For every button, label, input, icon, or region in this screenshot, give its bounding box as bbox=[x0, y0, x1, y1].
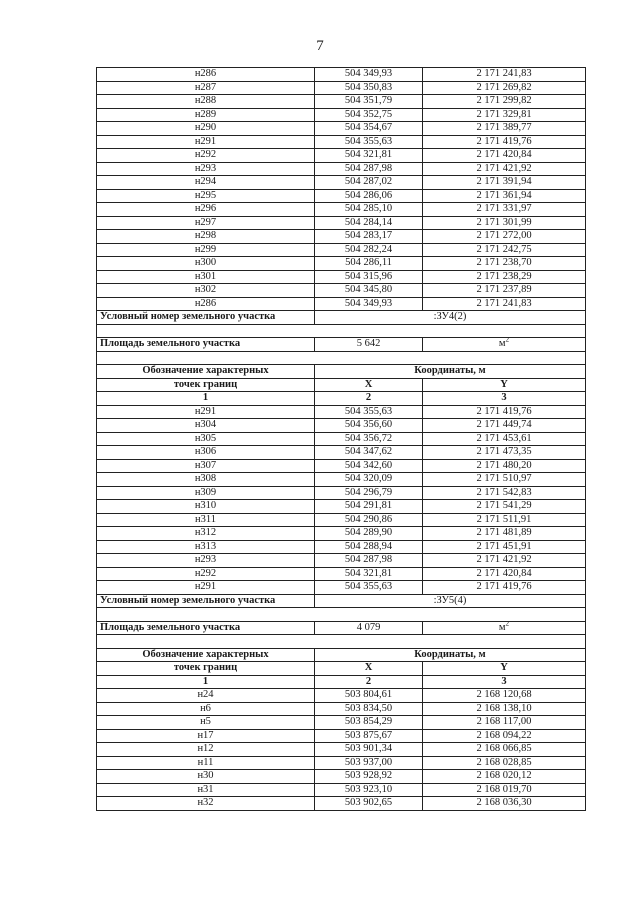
conditional-number-value: :ЗУ5(4) bbox=[315, 594, 586, 608]
header-row bbox=[97, 378, 586, 392]
y-coordinate-cell: 2 171 269,82 bbox=[423, 81, 586, 95]
table-row bbox=[97, 189, 586, 203]
point-id-cell: н304 bbox=[97, 419, 315, 433]
y-coordinate-cell: 2 171 238,29 bbox=[423, 270, 586, 284]
x-coordinate-cell: 503 928,92 bbox=[315, 770, 423, 784]
point-id-cell: н286 bbox=[97, 297, 315, 311]
y-coordinate-cell: 2 171 473,35 bbox=[423, 446, 586, 460]
point-id-cell: н24 bbox=[97, 689, 315, 703]
column-number-3: 3 bbox=[423, 392, 586, 406]
x-coordinate-cell: 504 283,17 bbox=[315, 230, 423, 244]
point-id-cell: н11 bbox=[97, 756, 315, 770]
y-coordinate-cell: 2 171 511,91 bbox=[423, 513, 586, 527]
table-row bbox=[97, 540, 586, 554]
table-row bbox=[97, 108, 586, 122]
x-coordinate-cell: 503 854,29 bbox=[315, 716, 423, 730]
table-row bbox=[97, 567, 586, 581]
table-row bbox=[97, 783, 586, 797]
y-header: Y bbox=[423, 378, 586, 392]
point-id-cell: н292 bbox=[97, 149, 315, 163]
header-row bbox=[97, 662, 586, 676]
y-coordinate-cell: 2 171 420,84 bbox=[423, 149, 586, 163]
y-coordinate-cell: 2 171 389,77 bbox=[423, 122, 586, 136]
table-row bbox=[97, 257, 586, 271]
coordinates-document bbox=[96, 67, 585, 811]
column-number-2: 2 bbox=[315, 675, 423, 689]
x-coordinate-cell: 504 320,09 bbox=[315, 473, 423, 487]
designation-subheader: точек границ bbox=[97, 662, 315, 676]
point-id-cell: н306 bbox=[97, 446, 315, 460]
x-coordinate-cell: 504 321,81 bbox=[315, 149, 423, 163]
y-coordinate-cell: 2 171 421,92 bbox=[423, 554, 586, 568]
table-row bbox=[97, 176, 586, 190]
header-row bbox=[97, 365, 586, 379]
y-coordinate-cell: 2 171 419,76 bbox=[423, 135, 586, 149]
y-header: Y bbox=[423, 662, 586, 676]
point-id-cell: н310 bbox=[97, 500, 315, 514]
y-coordinate-cell: 2 168 120,68 bbox=[423, 689, 586, 703]
spacer-row bbox=[97, 324, 586, 338]
table-row bbox=[97, 432, 586, 446]
y-coordinate-cell: 2 171 238,70 bbox=[423, 257, 586, 271]
table-row bbox=[97, 797, 586, 811]
area-unit bbox=[423, 338, 586, 352]
table-row bbox=[97, 216, 586, 230]
area-unit-text: м bbox=[498, 338, 506, 349]
y-coordinate-cell: 2 168 117,00 bbox=[423, 716, 586, 730]
y-coordinate-cell: 2 171 241,83 bbox=[423, 68, 586, 82]
point-id-cell: н300 bbox=[97, 257, 315, 271]
y-coordinate-cell: 2 171 542,83 bbox=[423, 486, 586, 500]
x-coordinate-cell: 504 287,98 bbox=[315, 554, 423, 568]
x-coordinate-cell: 504 282,24 bbox=[315, 243, 423, 257]
table-row bbox=[97, 68, 586, 82]
area-unit-superscript: 2 bbox=[505, 621, 510, 627]
point-id-cell: н305 bbox=[97, 432, 315, 446]
page-number: 7 bbox=[316, 38, 324, 54]
x-coordinate-cell: 504 290,86 bbox=[315, 513, 423, 527]
y-coordinate-cell: 2 171 421,92 bbox=[423, 162, 586, 176]
area-value: 4 079 bbox=[315, 621, 423, 635]
x-coordinate-cell: 504 296,79 bbox=[315, 486, 423, 500]
table-row bbox=[97, 149, 586, 163]
point-id-cell: н287 bbox=[97, 81, 315, 95]
table-row bbox=[97, 513, 586, 527]
x-header: X bbox=[315, 662, 423, 676]
x-coordinate-cell: 504 350,83 bbox=[315, 81, 423, 95]
point-id-cell: н32 bbox=[97, 797, 315, 811]
x-coordinate-cell: 504 315,96 bbox=[315, 270, 423, 284]
spacer-cell bbox=[97, 351, 586, 365]
point-id-cell: н30 bbox=[97, 770, 315, 784]
point-id-cell: н301 bbox=[97, 270, 315, 284]
x-coordinate-cell: 504 289,90 bbox=[315, 527, 423, 541]
x-coordinate-cell: 504 349,93 bbox=[315, 297, 423, 311]
point-id-cell: н17 bbox=[97, 729, 315, 743]
y-coordinate-cell: 2 171 419,76 bbox=[423, 581, 586, 595]
point-id-cell: н291 bbox=[97, 405, 315, 419]
coordinates-header: Координаты, м bbox=[315, 365, 586, 379]
x-coordinate-cell: 504 347,62 bbox=[315, 446, 423, 460]
table-row bbox=[97, 446, 586, 460]
coordinates-header: Координаты, м bbox=[315, 648, 586, 662]
x-coordinate-cell: 504 291,81 bbox=[315, 500, 423, 514]
column-number-1: 1 bbox=[97, 392, 315, 406]
table-row bbox=[97, 284, 586, 298]
x-coordinate-cell: 504 342,60 bbox=[315, 459, 423, 473]
x-coordinate-cell: 503 804,61 bbox=[315, 689, 423, 703]
table-row bbox=[97, 135, 586, 149]
y-coordinate-cell: 2 171 541,29 bbox=[423, 500, 586, 514]
x-coordinate-cell: 503 875,67 bbox=[315, 729, 423, 743]
point-id-cell: н307 bbox=[97, 459, 315, 473]
x-coordinate-cell: 504 356,72 bbox=[315, 432, 423, 446]
table-row bbox=[97, 203, 586, 217]
area-label: Площадь земельного участка bbox=[97, 621, 315, 635]
coordinates-table bbox=[96, 67, 586, 811]
y-coordinate-cell: 2 171 242,75 bbox=[423, 243, 586, 257]
table-row bbox=[97, 756, 586, 770]
y-coordinate-cell: 2 171 420,84 bbox=[423, 567, 586, 581]
y-coordinate-cell: 2 171 301,99 bbox=[423, 216, 586, 230]
x-coordinate-cell: 503 902,65 bbox=[315, 797, 423, 811]
x-coordinate-cell: 504 355,63 bbox=[315, 135, 423, 149]
column-number-row bbox=[97, 392, 586, 406]
point-id-cell: н298 bbox=[97, 230, 315, 244]
point-id-cell: н295 bbox=[97, 189, 315, 203]
x-coordinate-cell: 504 285,10 bbox=[315, 203, 423, 217]
table-row bbox=[97, 743, 586, 757]
table-row bbox=[97, 716, 586, 730]
column-number-3: 3 bbox=[423, 675, 586, 689]
point-id-cell: н311 bbox=[97, 513, 315, 527]
conditional-number-label: Условный номер земельного участка bbox=[97, 311, 315, 325]
point-id-cell: н302 bbox=[97, 284, 315, 298]
x-coordinate-cell: 504 355,63 bbox=[315, 405, 423, 419]
point-id-cell: н293 bbox=[97, 162, 315, 176]
point-id-cell: н291 bbox=[97, 581, 315, 595]
designation-header: Обозначение характерных bbox=[97, 648, 315, 662]
x-coordinate-cell: 503 901,34 bbox=[315, 743, 423, 757]
y-coordinate-cell: 2 168 019,70 bbox=[423, 783, 586, 797]
y-coordinate-cell: 2 168 066,85 bbox=[423, 743, 586, 757]
point-id-cell: н12 bbox=[97, 743, 315, 757]
table-row bbox=[97, 500, 586, 514]
x-coordinate-cell: 503 923,10 bbox=[315, 783, 423, 797]
y-coordinate-cell: 2 171 391,94 bbox=[423, 176, 586, 190]
point-id-cell: н290 bbox=[97, 122, 315, 136]
table-row bbox=[97, 473, 586, 487]
spacer-row bbox=[97, 351, 586, 365]
x-coordinate-cell: 503 937,00 bbox=[315, 756, 423, 770]
y-coordinate-cell: 2 168 036,30 bbox=[423, 797, 586, 811]
y-coordinate-cell: 2 171 449,74 bbox=[423, 419, 586, 433]
spacer-cell bbox=[97, 324, 586, 338]
x-coordinate-cell: 504 352,75 bbox=[315, 108, 423, 122]
point-id-cell: н294 bbox=[97, 176, 315, 190]
table-row bbox=[97, 702, 586, 716]
y-coordinate-cell: 2 171 480,20 bbox=[423, 459, 586, 473]
table-row bbox=[97, 405, 586, 419]
table-row bbox=[97, 581, 586, 595]
table-row bbox=[97, 122, 586, 136]
area-value: 5 642 bbox=[315, 338, 423, 352]
area-row bbox=[97, 621, 586, 635]
table-row bbox=[97, 689, 586, 703]
designation-subheader: точек границ bbox=[97, 378, 315, 392]
table-row bbox=[97, 554, 586, 568]
point-id-cell: н309 bbox=[97, 486, 315, 500]
point-id-cell: н288 bbox=[97, 95, 315, 109]
area-unit-superscript: 2 bbox=[505, 337, 510, 344]
point-id-cell: н313 bbox=[97, 540, 315, 554]
table-row bbox=[97, 297, 586, 311]
y-coordinate-cell: 2 168 138,10 bbox=[423, 702, 586, 716]
point-id-cell: н5 bbox=[97, 716, 315, 730]
x-coordinate-cell: 504 286,06 bbox=[315, 189, 423, 203]
point-id-cell: н312 bbox=[97, 527, 315, 541]
y-coordinate-cell: 2 171 329,81 bbox=[423, 108, 586, 122]
x-header: X bbox=[315, 378, 423, 392]
point-id-cell: н299 bbox=[97, 243, 315, 257]
header-row bbox=[97, 648, 586, 662]
x-coordinate-cell: 504 284,14 bbox=[315, 216, 423, 230]
x-coordinate-cell: 503 834,50 bbox=[315, 702, 423, 716]
x-coordinate-cell: 504 349,93 bbox=[315, 68, 423, 82]
table-row bbox=[97, 95, 586, 109]
y-coordinate-cell: 2 171 419,76 bbox=[423, 405, 586, 419]
y-coordinate-cell: 2 171 451,91 bbox=[423, 540, 586, 554]
y-coordinate-cell: 2 168 094,22 bbox=[423, 729, 586, 743]
point-id-cell: н308 bbox=[97, 473, 315, 487]
area-unit-text: м bbox=[498, 621, 506, 633]
point-id-cell: н31 bbox=[97, 783, 315, 797]
x-coordinate-cell: 504 355,63 bbox=[315, 581, 423, 595]
conditional-number-value: :ЗУ4(2) bbox=[315, 311, 586, 325]
table-row bbox=[97, 270, 586, 284]
x-coordinate-cell: 504 354,67 bbox=[315, 122, 423, 136]
conditional-number-label: Условный номер земельного участка bbox=[97, 594, 315, 608]
table-row bbox=[97, 527, 586, 541]
spacer-cell bbox=[97, 635, 586, 649]
x-coordinate-cell: 504 286,11 bbox=[315, 257, 423, 271]
point-id-cell: н292 bbox=[97, 567, 315, 581]
point-id-cell: н286 bbox=[97, 68, 315, 82]
y-coordinate-cell: 2 171 241,83 bbox=[423, 297, 586, 311]
x-coordinate-cell: 504 287,98 bbox=[315, 162, 423, 176]
conditional-number-row bbox=[97, 311, 586, 325]
table-row bbox=[97, 81, 586, 95]
column-number-1: 1 bbox=[97, 675, 315, 689]
table-row bbox=[97, 419, 586, 433]
y-coordinate-cell: 2 171 272,00 bbox=[423, 230, 586, 244]
area-label: Площадь земельного участка bbox=[97, 338, 315, 352]
point-id-cell: н297 bbox=[97, 216, 315, 230]
area-row bbox=[97, 338, 586, 352]
x-coordinate-cell: 504 351,79 bbox=[315, 95, 423, 109]
table-row bbox=[97, 486, 586, 500]
table-row bbox=[97, 243, 586, 257]
y-coordinate-cell: 2 171 331,97 bbox=[423, 203, 586, 217]
x-coordinate-cell: 504 321,81 bbox=[315, 567, 423, 581]
x-coordinate-cell: 504 288,94 bbox=[315, 540, 423, 554]
y-coordinate-cell: 2 168 020,12 bbox=[423, 770, 586, 784]
x-coordinate-cell: 504 345,80 bbox=[315, 284, 423, 298]
table-row bbox=[97, 230, 586, 244]
area-unit bbox=[423, 621, 586, 635]
x-coordinate-cell: 504 287,02 bbox=[315, 176, 423, 190]
y-coordinate-cell: 2 171 481,89 bbox=[423, 527, 586, 541]
y-coordinate-cell: 2 171 510,97 bbox=[423, 473, 586, 487]
conditional-number-row bbox=[97, 594, 586, 608]
y-coordinate-cell: 2 171 237,89 bbox=[423, 284, 586, 298]
spacer-cell bbox=[97, 608, 586, 622]
y-coordinate-cell: 2 171 299,82 bbox=[423, 95, 586, 109]
column-number-row bbox=[97, 675, 586, 689]
point-id-cell: н296 bbox=[97, 203, 315, 217]
table-row bbox=[97, 459, 586, 473]
table-row bbox=[97, 770, 586, 784]
table-row bbox=[97, 729, 586, 743]
table-row bbox=[97, 162, 586, 176]
designation-header: Обозначение характерных bbox=[97, 365, 315, 379]
y-coordinate-cell: 2 171 361,94 bbox=[423, 189, 586, 203]
column-number-2: 2 bbox=[315, 392, 423, 406]
x-coordinate-cell: 504 356,60 bbox=[315, 419, 423, 433]
y-coordinate-cell: 2 171 453,61 bbox=[423, 432, 586, 446]
point-id-cell: н293 bbox=[97, 554, 315, 568]
y-coordinate-cell: 2 168 028,85 bbox=[423, 756, 586, 770]
spacer-row bbox=[97, 608, 586, 622]
point-id-cell: н289 bbox=[97, 108, 315, 122]
spacer-row bbox=[97, 635, 586, 649]
point-id-cell: н6 bbox=[97, 702, 315, 716]
point-id-cell: н291 bbox=[97, 135, 315, 149]
